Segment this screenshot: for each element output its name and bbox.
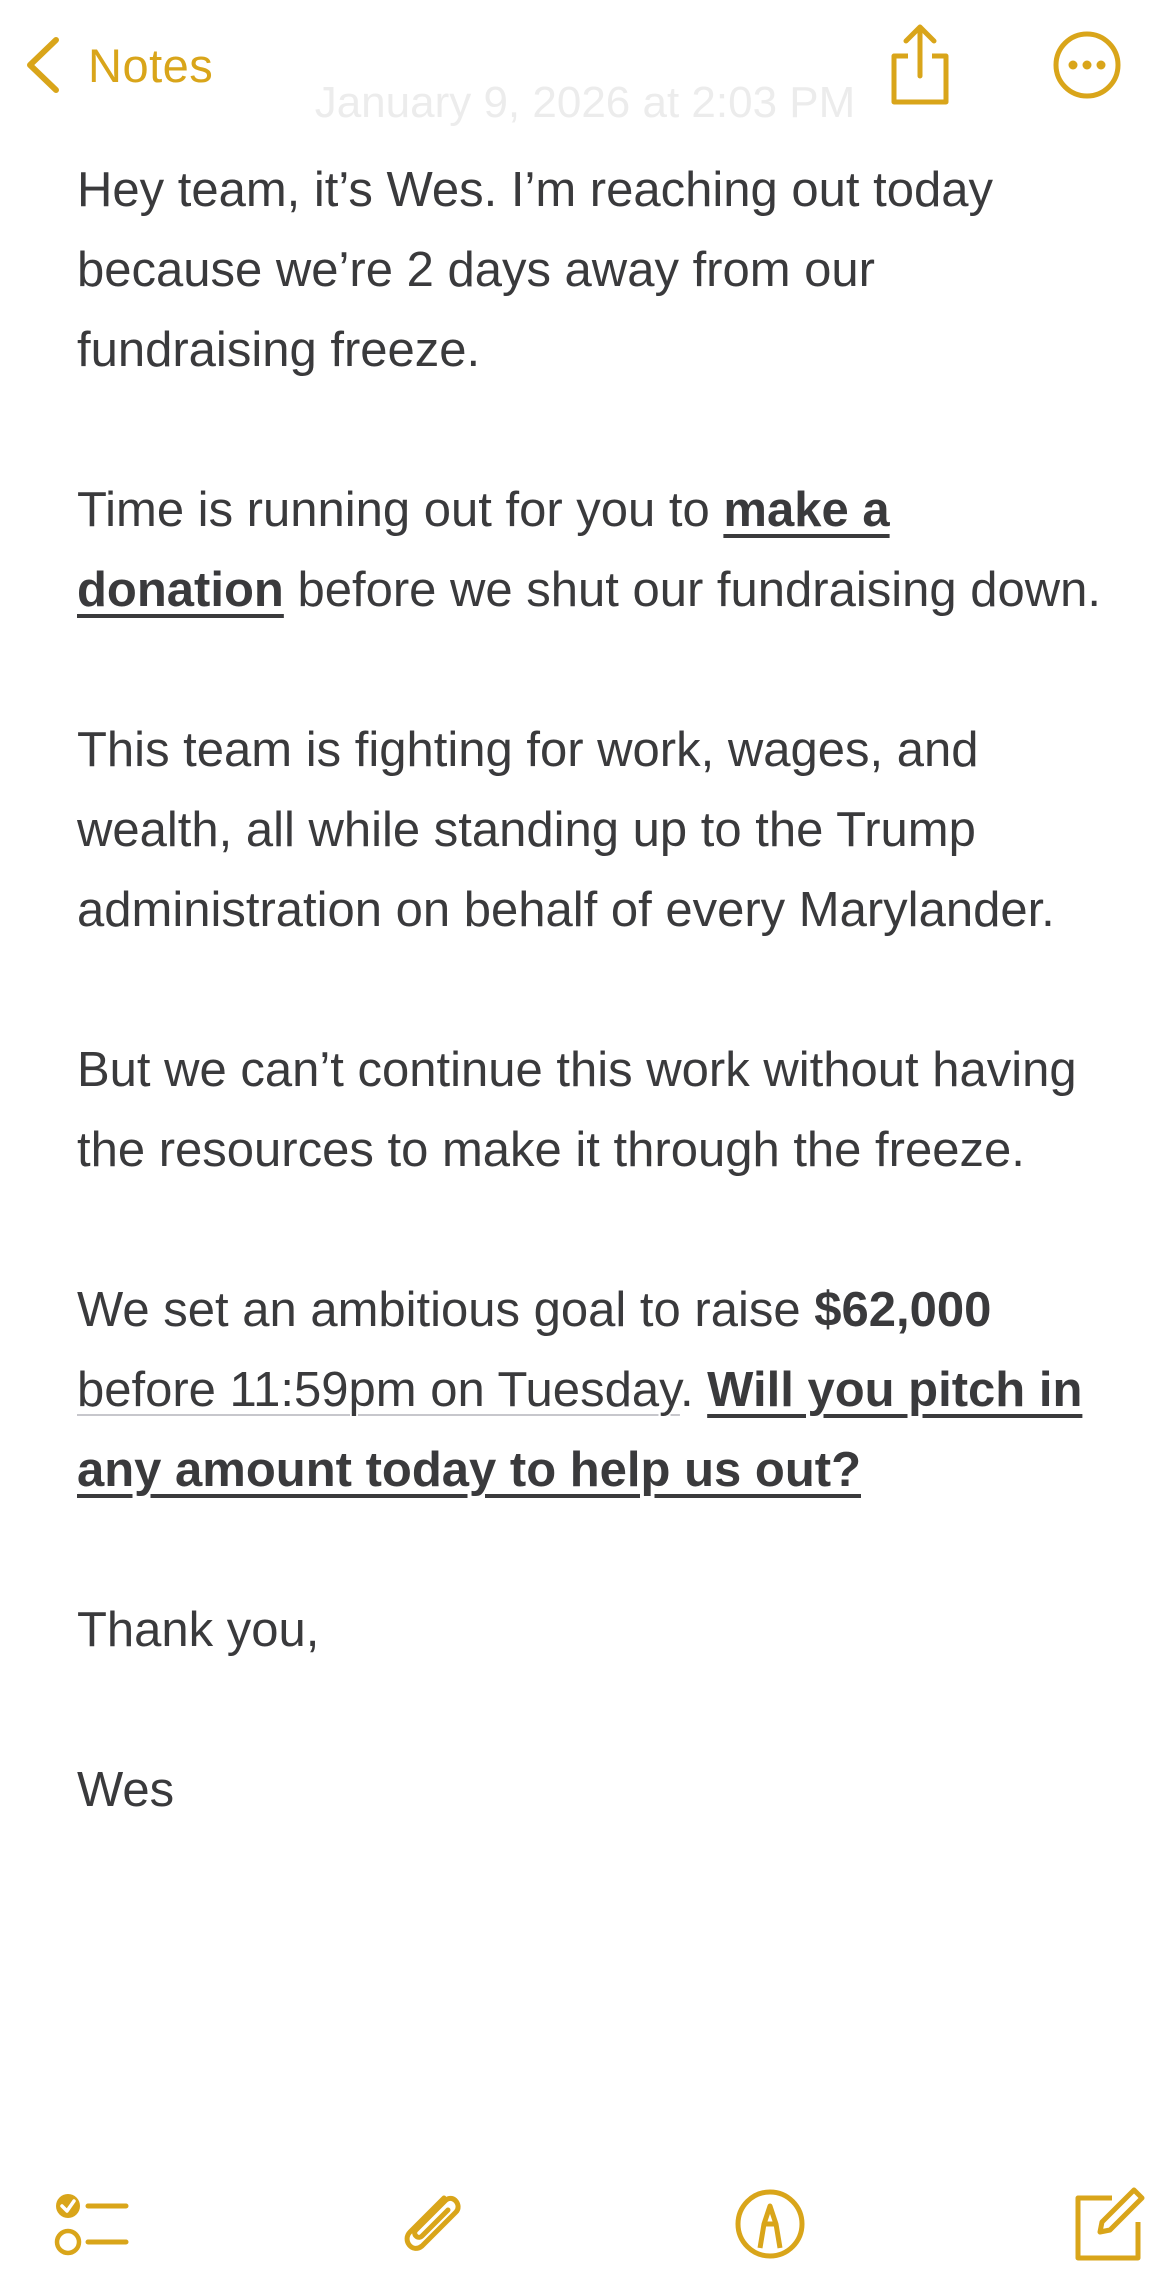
- paragraph-goal: [77, 1270, 1107, 1510]
- share-button[interactable]: [888, 22, 952, 106]
- paragraph-text: .: [679, 1363, 708, 1417]
- pitch-in-link[interactable]: Will you pitch in any amount today to help us out?: [77, 1363, 1083, 1497]
- paragraph-donation: [77, 470, 1107, 630]
- deadline-date-link[interactable]: before 11:59pm on Tuesday: [77, 1363, 680, 1417]
- checklist-icon: [52, 2184, 132, 2264]
- note-date: January 9, 2026 at 2:03 PM: [314, 78, 856, 127]
- checklist-button[interactable]: [52, 2184, 132, 2264]
- attachment-button[interactable]: [392, 2184, 472, 2264]
- paragraph-text: We set an ambitious goal to raise: [77, 1283, 815, 1337]
- paperclip-icon: [392, 2184, 472, 2264]
- navigation-bar: [0, 0, 1170, 150]
- markup-button[interactable]: [730, 2184, 810, 2264]
- paragraph-fighting: This team is fighting for work, wages, and wealth, all while standing up to the Trump administration on behalf of every Marylander.: [77, 723, 1055, 937]
- back-label: Notes: [88, 38, 214, 92]
- compose-button[interactable]: [1068, 2184, 1148, 2264]
- donation-link[interactable]: make a donation: [77, 483, 890, 617]
- paragraph-text: before we shut our fundraising down.: [283, 563, 1102, 617]
- compose-icon: [1068, 2184, 1148, 2264]
- bottom-toolbar: [0, 2170, 1170, 2289]
- note-body[interactable]: [77, 150, 1107, 1830]
- paragraph-resources: But we can’t continue this work without having the resources to make it through the freeze.: [77, 1043, 1077, 1177]
- share-icon: [888, 22, 952, 106]
- goal-amount: $62,000: [814, 1283, 992, 1337]
- markup-pen-icon: [730, 2184, 810, 2264]
- paragraph-signature: Wes: [77, 1763, 175, 1817]
- paragraph-intro: Hey team, it’s Wes. I’m reaching out today because we’re 2 days away from our fundraising freeze.: [77, 163, 993, 377]
- paragraph-text: Time is running out for you to: [77, 483, 724, 537]
- ellipsis-circle-icon: [1052, 30, 1122, 100]
- more-button[interactable]: [1052, 30, 1122, 100]
- paragraph-thanks: Thank you,: [77, 1603, 320, 1657]
